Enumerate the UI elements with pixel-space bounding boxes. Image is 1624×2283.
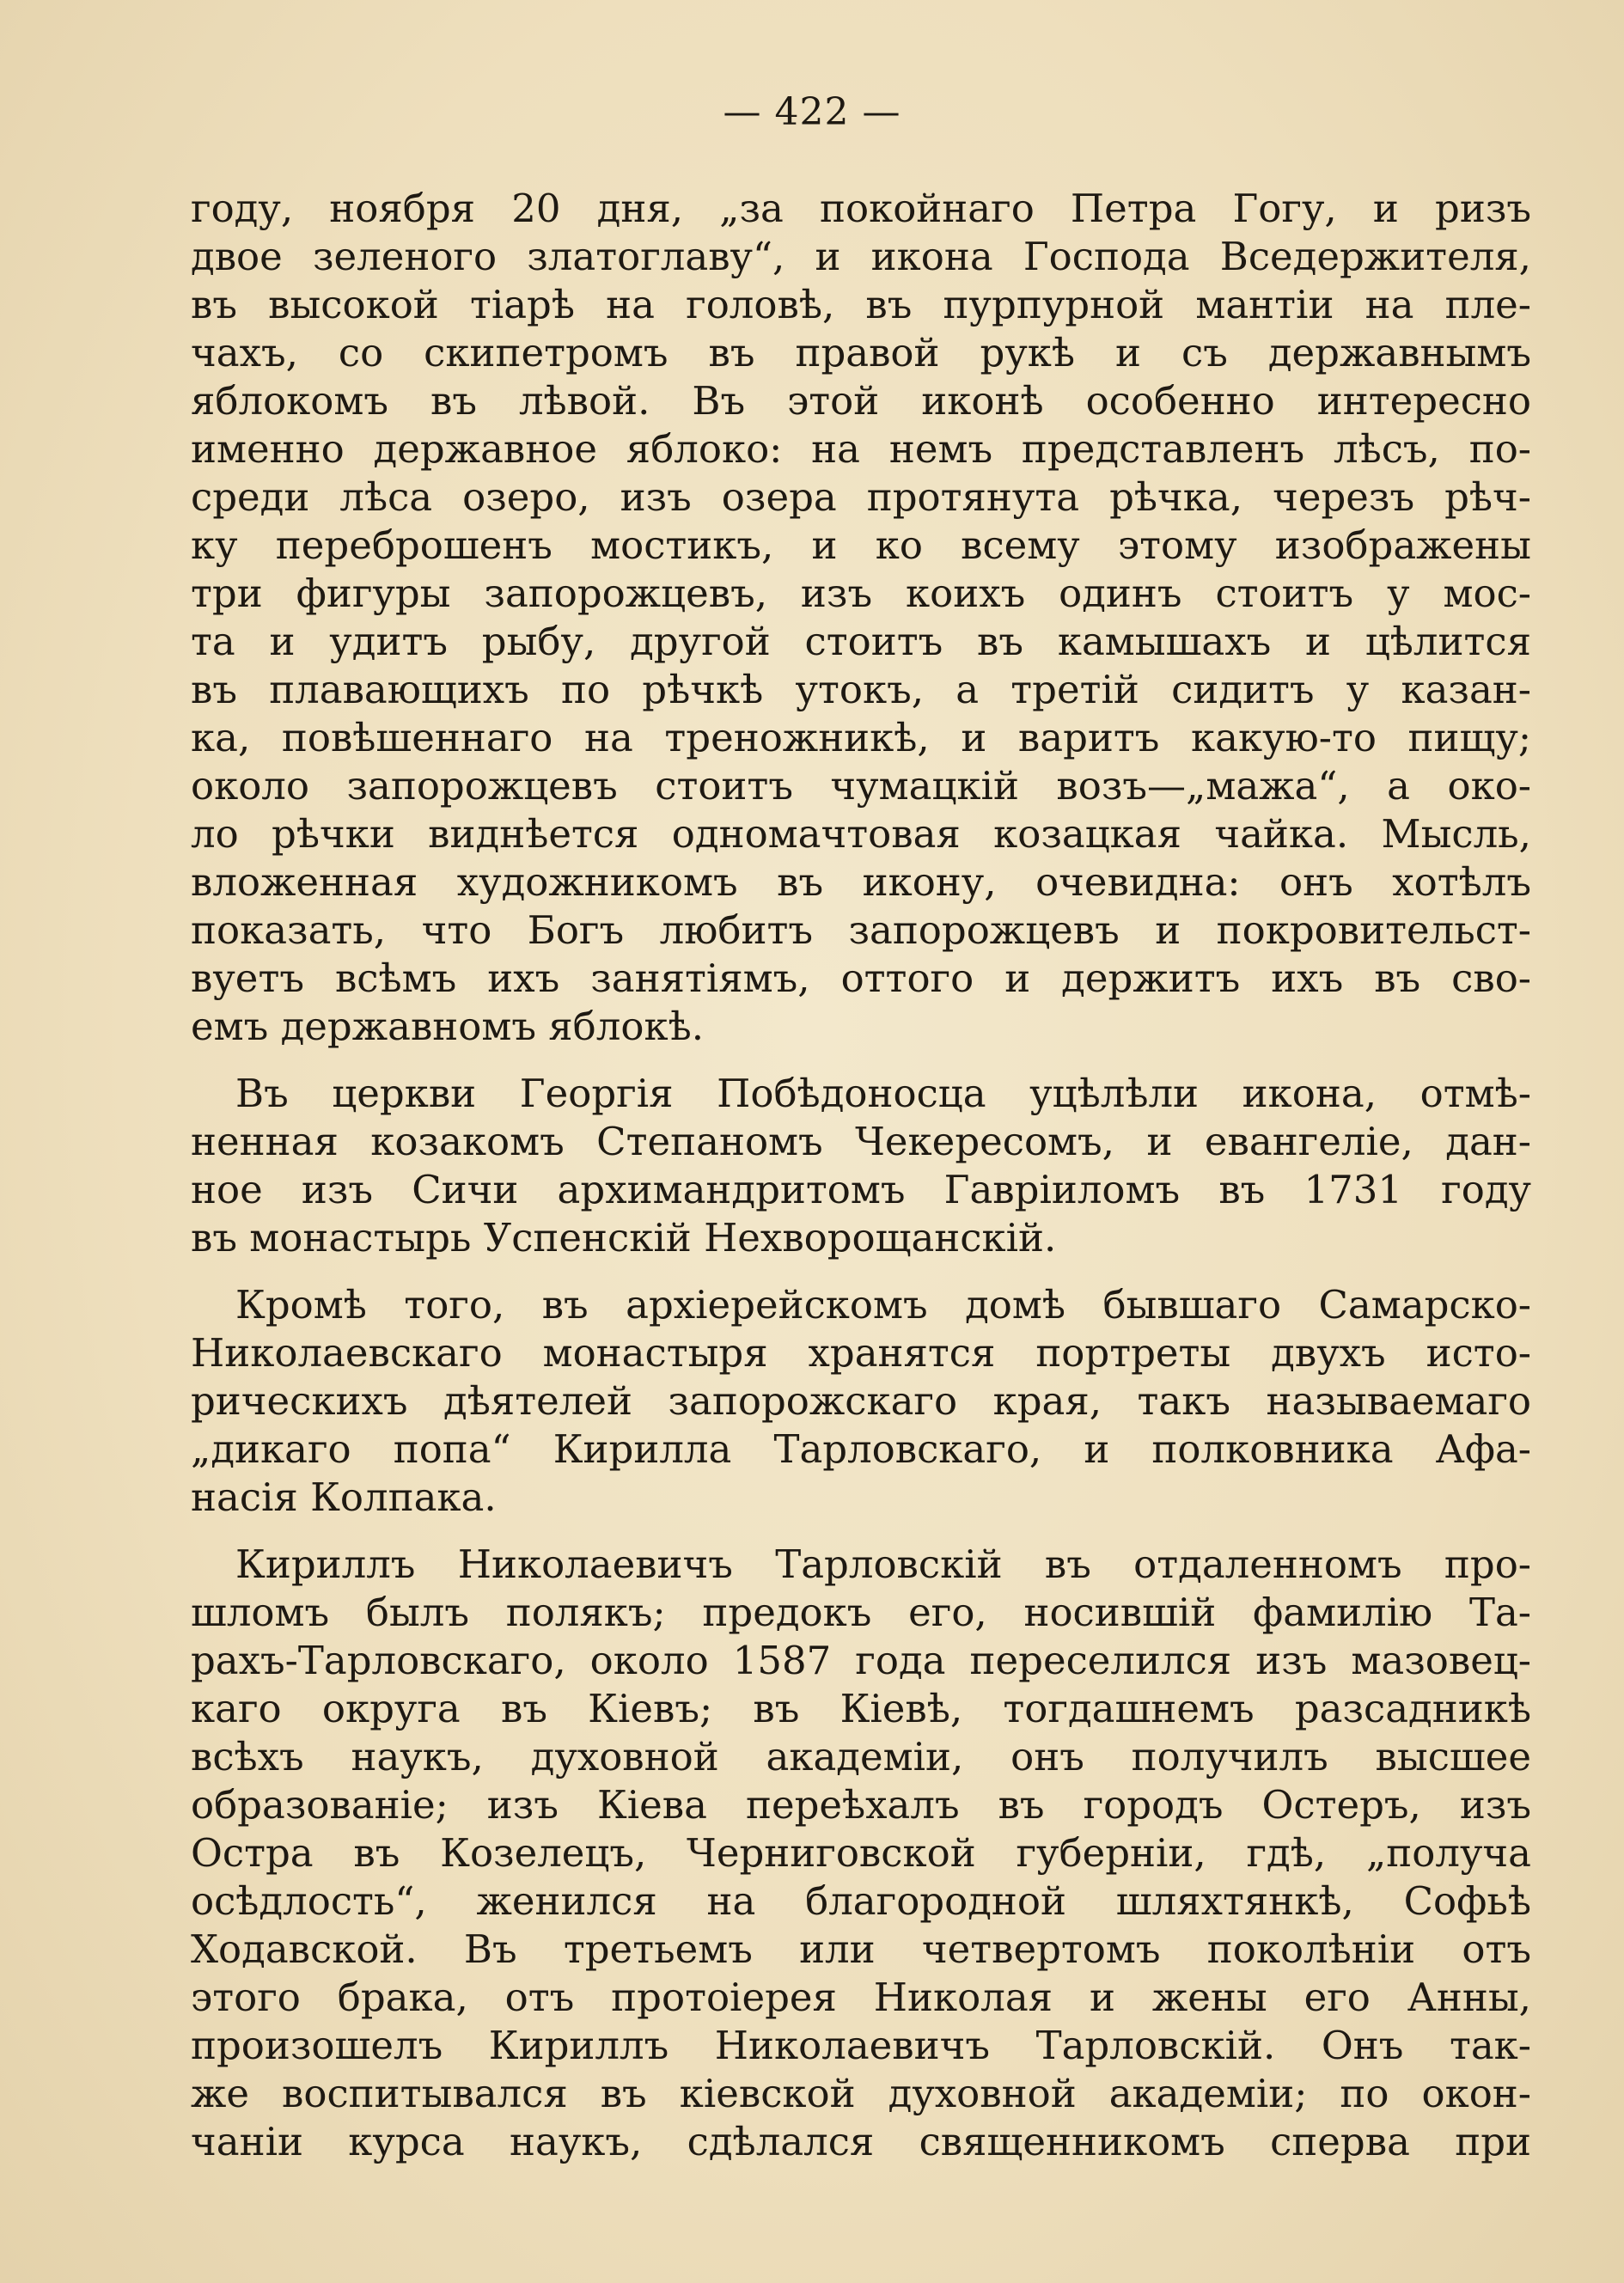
text-line: ка, повѣшеннаго на треножникѣ, и варитъ какую-то пищу; <box>191 715 1531 760</box>
text-line: Остра въ Козелецъ, Черниговской губерніи, гдѣ, „получа <box>191 1830 1531 1876</box>
paragraph <box>191 1070 1531 1262</box>
text-line: чахъ, со скипетромъ въ правой рукѣ и съ державнымъ <box>191 330 1531 375</box>
text-line: ное изъ Сичи архимандритомъ Гавріиломъ въ 1731 году <box>191 1167 1531 1212</box>
text-line: емъ державномъ яблокѣ. <box>191 1004 705 1049</box>
text-line: образованіе; изъ Кіева переѣхалъ въ городъ Остеръ, изъ <box>191 1782 1531 1828</box>
text-line: Ходавской. Въ третьемъ или четвертомъ поколѣніи отъ <box>191 1926 1531 1972</box>
text-line: двое зеленого златоглаву“, и икона Господа Вседержителя, <box>191 234 1531 279</box>
text-line: вуетъ всѣмъ ихъ занятіямъ, оттого и держитъ ихъ въ сво- <box>191 955 1531 1001</box>
text-line: ненная козакомъ Степаномъ Чекересомъ, и евангеліе, дан- <box>191 1119 1531 1164</box>
text-line: Кириллъ Николаевичъ Тарловскій въ отдаленномъ про- <box>235 1541 1531 1587</box>
paragraph <box>191 1541 1531 2166</box>
text-line: яблокомъ въ лѣвой. Въ этой иконѣ особенно интересно <box>191 378 1531 424</box>
text-line: произошелъ Кириллъ Николаевичъ Тарловскій. Онъ так- <box>191 2023 1531 2068</box>
text-line: ло рѣчки виднѣется одномачтовая козацкая чайка. Мысль, <box>191 811 1531 857</box>
text-line: насія Колпака. <box>191 1474 497 1520</box>
text-line: Въ церкви Георгія Побѣдоносца уцѣлѣли икона, отмѣ- <box>235 1071 1531 1116</box>
text-line: та и удитъ рыбу, другой стоитъ въ камышахъ и цѣлится <box>191 619 1531 664</box>
text-line: каго округа въ Кіевъ; въ Кіевѣ, тогдашнемъ разсадникѣ <box>191 1686 1531 1731</box>
paragraph <box>191 185 1531 1051</box>
text-line: шломъ былъ полякъ; предокъ его, носившій фамилію Та- <box>191 1590 1531 1635</box>
text-line: осѣдлость“, женился на благородной шляхтянкѣ, Софьѣ <box>191 1878 1531 1924</box>
text-line: всѣхъ наукъ, духовной академіи, онъ получилъ высшее <box>191 1734 1531 1779</box>
paragraph <box>191 1281 1531 1522</box>
text-line: Кромѣ того, въ архіерейскомъ домѣ бывшаго Самарско- <box>235 1282 1531 1328</box>
text-line: году, ноября 20 дня, „за покойнаго Петра Гогу, и ризъ <box>191 186 1531 231</box>
text-line: этого брака, отъ протоіерея Николая и жены его Анны, <box>191 1975 1531 2020</box>
text-line: три фигуры запорожцевъ, изъ коихъ одинъ стоитъ у мос- <box>191 571 1531 616</box>
text-line: чаніи курса наукъ, сдѣлался священникомъ сперва при <box>191 2119 1531 2164</box>
text-line: въ монастырь Успенскій Нехворощанскій. <box>191 1215 1057 1261</box>
body-text <box>191 185 1531 2185</box>
text-line: въ высокой тіарѣ на головѣ, въ пурпурной мантіи на пле- <box>191 282 1531 327</box>
text-line: именно державное яблоко: на немъ представленъ лѣсъ, по- <box>191 426 1531 472</box>
text-line: „дикаго попа“ Кирилла Тарловскаго, и полковника Афа- <box>191 1426 1531 1472</box>
text-line: въ плавающихъ по рѣчкѣ утокъ, а третій сидитъ у казан- <box>191 667 1531 712</box>
text-line: же воспитывался въ кіевской духовной академіи; по окон- <box>191 2071 1531 2116</box>
text-line: рическихъ дѣятелей запорожскаго края, такъ называемаго <box>191 1378 1531 1424</box>
text-line: среди лѣса озеро, изъ озера протянута рѣчка, черезъ рѣч- <box>191 474 1531 520</box>
text-line: Николаевскаго монастыря хранятся портреты двухъ исто- <box>191 1330 1531 1376</box>
text-line: ку переброшенъ мостикъ, и ко всему этому изображены <box>191 522 1531 568</box>
text-line: около запорожцевъ стоитъ чумацкій возъ—„мажа“, а око- <box>191 763 1531 809</box>
text-line: рахъ-Тарловскаго, около 1587 года переселился изъ мазовец- <box>191 1638 1531 1683</box>
text-line: показать, что Богъ любитъ запорожцевъ и покровительст- <box>191 907 1531 953</box>
page-number: — 422 — <box>723 90 901 134</box>
text-line: вложенная художникомъ въ икону, очевидна: онъ хотѣлъ <box>191 859 1531 905</box>
